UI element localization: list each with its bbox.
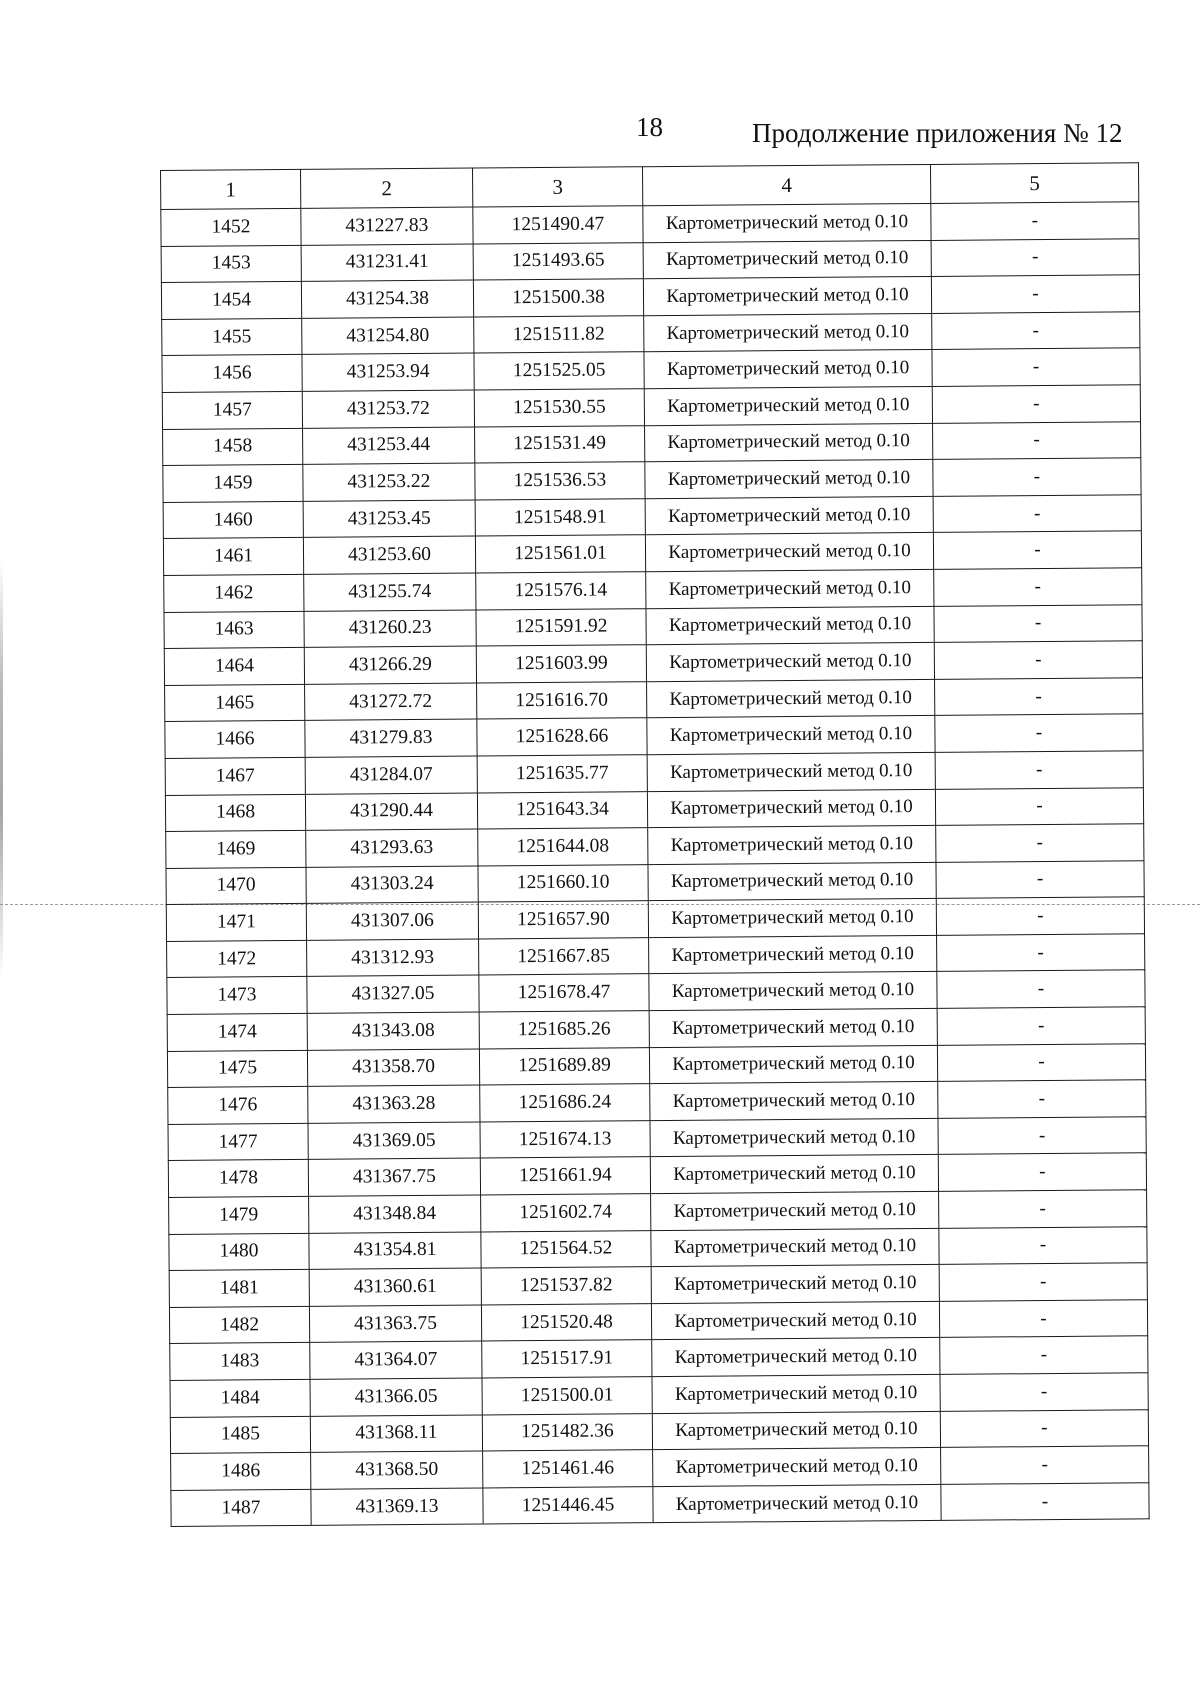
point-number-cell: 1453	[161, 245, 301, 283]
x-coordinate-cell: 431366.05	[310, 1378, 482, 1416]
note-cell: -	[936, 860, 1144, 898]
method-cell: Картометрический метод 0.10	[649, 972, 937, 1011]
method-cell: Картометрический метод 0.10	[643, 240, 931, 279]
x-coordinate-cell: 431369.13	[311, 1488, 483, 1526]
point-number-cell: 1475	[167, 1050, 307, 1088]
y-coordinate-cell: 1251461.46	[483, 1450, 653, 1488]
point-number-cell: 1458	[163, 428, 303, 466]
note-cell: -	[931, 202, 1139, 240]
note-cell: -	[933, 495, 1141, 533]
method-cell: Картометрический метод 0.10	[643, 277, 931, 316]
y-coordinate-cell: 1251689.89	[479, 1047, 649, 1085]
point-number-cell: 1474	[167, 1013, 307, 1051]
x-coordinate-cell: 431290.44	[305, 793, 477, 831]
point-number-cell: 1462	[164, 574, 304, 612]
y-coordinate-cell: 1251520.48	[481, 1303, 651, 1341]
y-coordinate-cell: 1251530.55	[474, 389, 644, 427]
x-coordinate-cell: 431266.29	[304, 646, 476, 684]
point-number-cell: 1461	[163, 538, 303, 576]
point-number-cell: 1477	[168, 1123, 308, 1161]
y-coordinate-cell: 1251537.82	[481, 1267, 651, 1305]
note-cell: -	[931, 238, 1139, 276]
point-number-cell: 1466	[165, 721, 305, 759]
y-coordinate-cell: 1251500.01	[482, 1377, 652, 1415]
y-coordinate-cell: 1251643.34	[477, 791, 647, 829]
note-cell: -	[932, 348, 1140, 386]
y-coordinate-cell: 1251667.85	[479, 938, 649, 976]
method-cell: Картометрический метод 0.10	[645, 460, 933, 499]
method-cell: Картометрический метод 0.10	[647, 716, 935, 755]
y-coordinate-cell: 1251603.99	[476, 645, 646, 683]
y-coordinate-cell: 1251446.45	[483, 1486, 653, 1524]
column-header-3: 3	[472, 167, 642, 207]
method-cell: Картометрический метод 0.10	[644, 350, 932, 389]
note-cell: -	[932, 312, 1140, 350]
method-cell: Картометрический метод 0.10	[644, 386, 932, 425]
y-coordinate-cell: 1251660.10	[478, 864, 648, 902]
note-cell: -	[934, 641, 1142, 679]
point-number-cell: 1479	[169, 1196, 309, 1234]
y-coordinate-cell: 1251678.47	[479, 974, 649, 1012]
note-cell: -	[937, 970, 1145, 1008]
method-cell: Картометрический метод 0.10	[645, 496, 933, 535]
method-cell: Картометрический метод 0.10	[650, 1118, 938, 1157]
point-number-cell: 1468	[165, 794, 305, 832]
note-cell: -	[940, 1336, 1148, 1374]
y-coordinate-cell: 1251564.52	[481, 1230, 651, 1268]
coordinates-table	[160, 162, 1150, 1527]
table-body	[161, 202, 1149, 1527]
x-coordinate-cell: 431343.08	[307, 1012, 479, 1050]
point-number-cell: 1465	[165, 684, 305, 722]
x-coordinate-cell: 431354.81	[309, 1232, 481, 1270]
note-cell: -	[933, 458, 1141, 496]
point-number-cell: 1476	[168, 1087, 308, 1125]
note-cell: -	[941, 1483, 1149, 1521]
point-number-cell: 1459	[163, 465, 303, 503]
y-coordinate-cell: 1251561.01	[475, 535, 645, 573]
x-coordinate-cell: 431260.23	[304, 610, 476, 648]
x-coordinate-cell: 431307.06	[306, 902, 478, 940]
note-cell: -	[939, 1226, 1147, 1264]
note-cell: -	[932, 385, 1140, 423]
note-cell: -	[934, 604, 1142, 642]
x-coordinate-cell: 431293.63	[306, 829, 478, 867]
x-coordinate-cell: 431367.75	[308, 1158, 480, 1196]
point-number-cell: 1484	[170, 1379, 310, 1417]
method-cell: Картометрический метод 0.10	[653, 1448, 941, 1487]
y-coordinate-cell: 1251500.38	[473, 279, 643, 317]
column-header-1: 1	[161, 169, 301, 209]
method-cell: Картометрический метод 0.10	[648, 826, 936, 865]
note-cell: -	[939, 1190, 1147, 1228]
x-coordinate-cell: 431279.83	[305, 719, 477, 757]
method-cell: Картометрический метод 0.10	[646, 643, 934, 682]
method-cell: Картометрический метод 0.10	[653, 1484, 941, 1523]
x-coordinate-cell: 431255.74	[304, 573, 476, 611]
y-coordinate-cell: 1251511.82	[474, 315, 644, 353]
y-coordinate-cell: 1251482.36	[482, 1413, 652, 1451]
method-cell: Картометрический метод 0.10	[645, 533, 933, 572]
x-coordinate-cell: 431284.07	[305, 756, 477, 794]
appendix-continuation-title: Продолжение приложения № 12	[752, 118, 1123, 148]
x-coordinate-cell: 431364.07	[310, 1341, 482, 1379]
method-cell: Картометрический метод 0.10	[651, 1191, 939, 1230]
note-cell: -	[935, 678, 1143, 716]
method-cell: Картометрический метод 0.10	[646, 606, 934, 645]
point-number-cell: 1456	[162, 355, 302, 393]
y-coordinate-cell: 1251548.91	[475, 498, 645, 536]
x-coordinate-cell: 431360.61	[309, 1268, 481, 1306]
note-cell: -	[939, 1300, 1147, 1338]
note-cell: -	[935, 714, 1143, 752]
y-coordinate-cell: 1251490.47	[473, 206, 643, 244]
method-cell: Картометрический метод 0.10	[651, 1228, 939, 1267]
note-cell: -	[938, 1153, 1146, 1191]
point-number-cell: 1481	[169, 1270, 309, 1308]
method-cell: Картометрический метод 0.10	[648, 862, 936, 901]
point-number-cell: 1480	[169, 1233, 309, 1271]
method-cell: Картометрический метод 0.10	[652, 1411, 940, 1450]
point-number-cell: 1473	[167, 977, 307, 1015]
y-coordinate-cell: 1251635.77	[477, 755, 647, 793]
note-cell: -	[940, 1409, 1148, 1447]
method-cell: Картометрический метод 0.10	[650, 1082, 938, 1121]
method-cell: Картометрический метод 0.10	[645, 423, 933, 462]
point-number-cell: 1457	[162, 391, 302, 429]
x-coordinate-cell: 431254.38	[301, 280, 473, 318]
y-coordinate-cell: 1251661.94	[480, 1157, 650, 1195]
point-number-cell: 1463	[164, 611, 304, 649]
note-cell: -	[931, 275, 1139, 313]
page-number: 18	[636, 112, 663, 142]
x-coordinate-cell: 431327.05	[307, 975, 479, 1013]
note-cell: -	[935, 787, 1143, 825]
x-coordinate-cell: 431358.70	[307, 1049, 479, 1087]
note-cell: -	[940, 1373, 1148, 1411]
method-cell: Картометрический метод 0.10	[649, 935, 937, 974]
y-coordinate-cell: 1251576.14	[476, 572, 646, 610]
column-header-5: 5	[930, 163, 1138, 204]
method-cell: Картометрический метод 0.10	[646, 569, 934, 608]
y-coordinate-cell: 1251674.13	[480, 1121, 650, 1159]
y-coordinate-cell: 1251685.26	[479, 1011, 649, 1049]
y-coordinate-cell: 1251644.08	[478, 828, 648, 866]
x-coordinate-cell: 431368.50	[311, 1451, 483, 1489]
x-coordinate-cell: 431227.83	[301, 207, 473, 245]
point-number-cell: 1469	[166, 830, 306, 868]
y-coordinate-cell: 1251517.91	[482, 1340, 652, 1378]
y-coordinate-cell: 1251628.66	[477, 718, 647, 756]
y-coordinate-cell: 1251686.24	[480, 1084, 650, 1122]
point-number-cell: 1485	[170, 1416, 310, 1454]
y-coordinate-cell: 1251657.90	[478, 901, 648, 939]
note-cell: -	[935, 751, 1143, 789]
note-cell: -	[938, 1117, 1146, 1155]
x-coordinate-cell: 431312.93	[307, 939, 479, 977]
method-cell: Картометрический метод 0.10	[647, 789, 935, 828]
note-cell: -	[937, 1007, 1145, 1045]
point-number-cell: 1472	[167, 940, 307, 978]
method-cell: Картометрический метод 0.10	[647, 752, 935, 791]
y-coordinate-cell: 1251525.05	[474, 352, 644, 390]
x-coordinate-cell: 431253.22	[303, 463, 475, 501]
x-coordinate-cell: 431272.72	[305, 683, 477, 721]
point-number-cell: 1464	[164, 648, 304, 686]
note-cell: -	[941, 1446, 1149, 1484]
x-coordinate-cell: 431254.80	[302, 317, 474, 355]
method-cell: Картометрический метод 0.10	[643, 203, 931, 242]
point-number-cell: 1467	[165, 757, 305, 795]
x-coordinate-cell: 431363.75	[309, 1305, 481, 1343]
note-cell: -	[933, 421, 1141, 459]
point-number-cell: 1470	[166, 867, 306, 905]
note-cell: -	[937, 934, 1145, 972]
method-cell: Картометрический метод 0.10	[652, 1338, 940, 1377]
y-coordinate-cell: 1251616.70	[477, 681, 647, 719]
note-cell: -	[933, 531, 1141, 569]
method-cell: Картометрический метод 0.10	[651, 1301, 939, 1340]
note-cell: -	[939, 1263, 1147, 1301]
note-cell: -	[936, 824, 1144, 862]
x-coordinate-cell: 431368.11	[310, 1415, 482, 1453]
x-coordinate-cell: 431253.94	[302, 353, 474, 391]
point-number-cell: 1455	[162, 318, 302, 356]
x-coordinate-cell: 431253.60	[303, 536, 475, 574]
x-coordinate-cell: 431253.44	[303, 427, 475, 465]
scan-edge-shadow	[0, 560, 3, 980]
point-number-cell: 1478	[168, 1160, 308, 1198]
method-cell: Картометрический метод 0.10	[647, 679, 935, 718]
method-cell: Картометрический метод 0.10	[650, 1155, 938, 1194]
y-coordinate-cell: 1251493.65	[473, 242, 643, 280]
x-coordinate-cell: 431369.05	[308, 1122, 480, 1160]
y-coordinate-cell: 1251531.49	[475, 425, 645, 463]
point-number-cell: 1483	[170, 1343, 310, 1381]
method-cell: Картометрический метод 0.10	[648, 899, 936, 938]
point-number-cell: 1460	[163, 501, 303, 539]
table-row	[171, 1483, 1149, 1527]
x-coordinate-cell: 431363.28	[308, 1085, 480, 1123]
column-header-2: 2	[300, 168, 472, 208]
x-coordinate-cell: 431303.24	[306, 866, 478, 904]
column-header-4: 4	[642, 164, 930, 205]
y-coordinate-cell: 1251602.74	[481, 1194, 651, 1232]
method-cell: Картометрический метод 0.10	[644, 313, 932, 352]
method-cell: Картометрический метод 0.10	[649, 1045, 937, 1084]
point-number-cell: 1486	[171, 1453, 311, 1491]
method-cell: Картометрический метод 0.10	[649, 1008, 937, 1047]
x-coordinate-cell: 431253.45	[303, 500, 475, 538]
y-coordinate-cell: 1251591.92	[476, 608, 646, 646]
note-cell: -	[936, 897, 1144, 935]
note-cell: -	[937, 1043, 1145, 1081]
point-number-cell: 1452	[161, 208, 301, 246]
method-cell: Картометрический метод 0.10	[652, 1374, 940, 1413]
method-cell: Картометрический метод 0.10	[651, 1265, 939, 1304]
y-coordinate-cell: 1251536.53	[475, 462, 645, 500]
point-number-cell: 1454	[161, 282, 301, 320]
point-number-cell: 1482	[169, 1306, 309, 1344]
point-number-cell: 1487	[171, 1489, 311, 1527]
x-coordinate-cell: 431348.84	[309, 1195, 481, 1233]
note-cell: -	[934, 568, 1142, 606]
note-cell: -	[938, 1080, 1146, 1118]
point-number-cell: 1471	[166, 904, 306, 942]
x-coordinate-cell: 431231.41	[301, 244, 473, 282]
x-coordinate-cell: 431253.72	[302, 390, 474, 428]
